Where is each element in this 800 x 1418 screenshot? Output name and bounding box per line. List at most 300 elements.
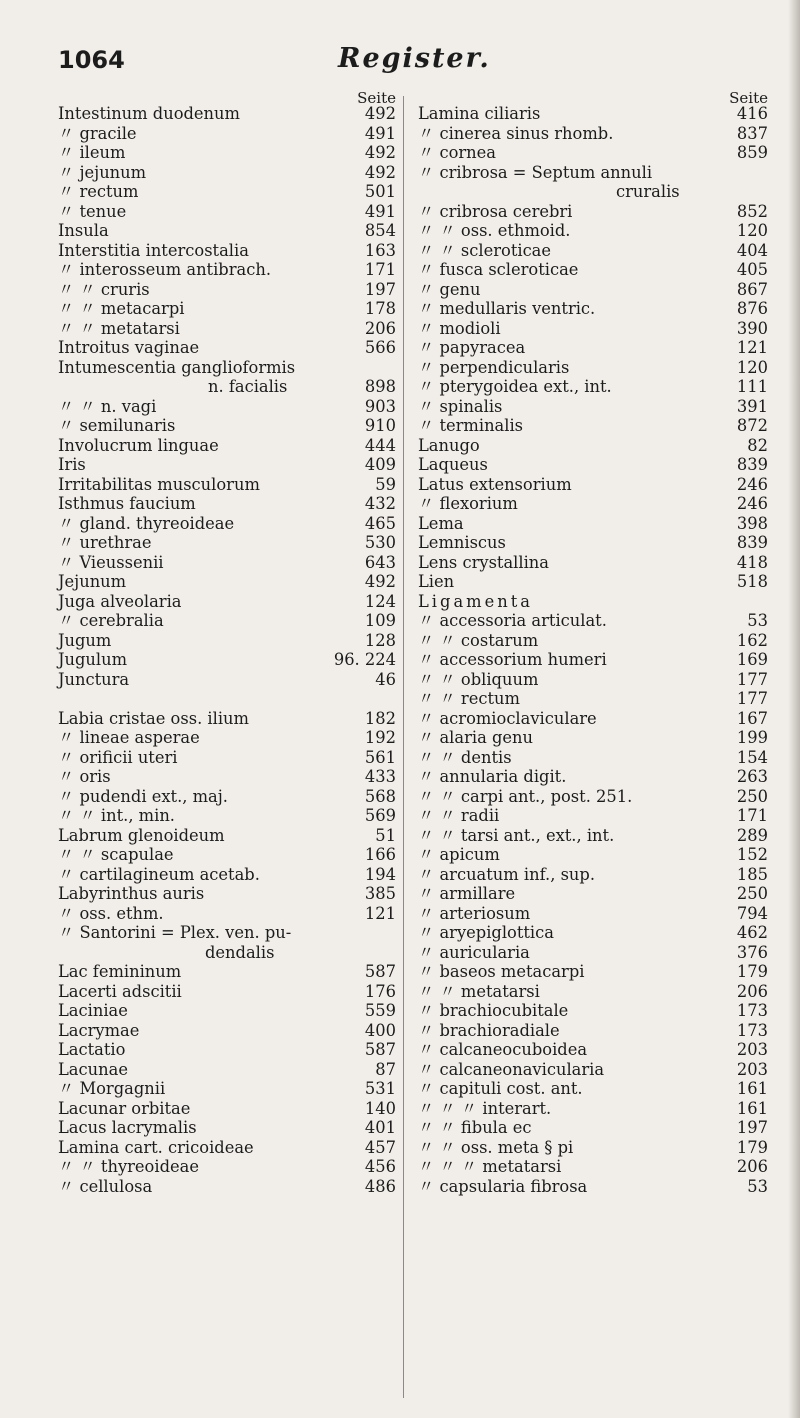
entry-page-number: 194: [364, 864, 396, 884]
entry-page-number: 398: [736, 513, 768, 533]
entry-page-number: 161: [736, 1079, 768, 1098]
index-entry: [58, 338, 396, 358]
index-entry: [418, 962, 768, 982]
entry-page-number: 121: [736, 338, 768, 357]
index-entry: [58, 1060, 396, 1080]
entry-term: 〃 〃 cruris: [58, 279, 150, 299]
left-column-heading: [58, 86, 396, 107]
page-number: 1064: [58, 46, 125, 74]
entry-term: 〃 oris: [58, 767, 111, 786]
entry-term: 〃 cribrosa = Septum annuli: [418, 162, 653, 182]
entry-page-number: 173: [736, 1020, 768, 1040]
index-entry: [418, 592, 768, 612]
index-entry: [58, 1021, 396, 1041]
entry-term: Jejunum: [58, 572, 127, 591]
entry-term: 〃 〃 radii: [418, 806, 500, 825]
entry-page-number: 400: [364, 1020, 396, 1040]
entry-page-number: 199: [736, 728, 768, 747]
entry-term: 〃 pterygoidea ext., int.: [418, 377, 612, 396]
index-entry: [58, 631, 396, 651]
index-entry: [418, 436, 768, 456]
index-entry: [418, 514, 768, 534]
index-entry: [418, 553, 768, 573]
entry-term: 〃 〃 scleroticae: [418, 240, 552, 260]
entry-term: Lema: [418, 513, 464, 533]
entry-page-number: 910: [364, 416, 396, 435]
entry-term: 〃 〃 scapulae: [58, 845, 174, 864]
right-index-column: [418, 86, 768, 1196]
entry-term: 〃 modioli: [418, 318, 501, 338]
entry-term: 〃 aryepiglottica: [418, 923, 554, 942]
entry-term: Lacunar orbitae: [58, 1098, 191, 1118]
index-entry: [418, 982, 768, 1002]
entry-page-number: 166: [364, 845, 396, 864]
entry-term: Iris: [58, 455, 86, 474]
page-title: Register.: [338, 43, 491, 74]
entry-page-number: 444: [364, 435, 396, 455]
entry-page-number: 416: [736, 104, 768, 123]
index-entry: [58, 826, 396, 846]
entry-page-number: 169: [736, 650, 768, 669]
entry-page-number: 177: [736, 669, 768, 689]
index-entry: [58, 260, 396, 280]
entry-term: 〃 〃 rectum: [418, 689, 520, 708]
entry-term: 〃 genu: [418, 279, 481, 299]
entry-page-number: 176: [364, 981, 396, 1001]
entry-page-number: 903: [364, 396, 396, 416]
entry-page-number: 390: [736, 318, 768, 338]
index-entry: [58, 494, 396, 514]
entry-term: 〃 capsularia fibrosa: [418, 1176, 588, 1196]
entry-term: 〃 gland. thyreoideae: [58, 513, 235, 533]
entry-term: 〃 calcaneocuboidea: [418, 1040, 588, 1059]
entry-term: 〃 spinalis: [418, 396, 503, 416]
index-entry: [58, 767, 396, 787]
entry-page-number: 246: [736, 494, 768, 513]
entry-page-number: 433: [364, 767, 396, 786]
entry-term: 〃 Morgagnii: [58, 1079, 166, 1098]
index-entry: [58, 553, 396, 573]
entry-term: Labia cristae oss. ilium: [58, 708, 249, 728]
index-entry: [58, 163, 396, 183]
entry-term: Lanugo: [418, 435, 480, 455]
entry-page-number: 171: [736, 806, 768, 825]
entry-page-number: 409: [364, 455, 396, 474]
index-entry: [58, 1079, 396, 1099]
entry-term: Intestinum duodenum: [58, 104, 240, 123]
entry-page-number: 263: [736, 767, 768, 786]
entry-page-number: 152: [736, 845, 768, 864]
entry-page-number: 376: [736, 942, 768, 962]
entry-term: Introitus vaginae: [58, 338, 200, 357]
index-entry: [58, 377, 396, 397]
entry-term: 〃 〃 dentis: [418, 747, 512, 767]
entry-term: 〃 〃 int., min.: [58, 806, 175, 825]
entry-page-number: 128: [364, 630, 396, 650]
entry-term: 〃 fusca scleroticae: [418, 260, 579, 279]
entry-term: 〃 semilunaris: [58, 416, 176, 435]
entry-term: 〃 cartilagineum acetab.: [58, 864, 260, 884]
entry-term: Ligamenta: [418, 591, 533, 611]
entry-page-number: 140: [364, 1098, 396, 1118]
entry-term: Involucrum linguae: [58, 435, 219, 455]
index-entry: [418, 338, 768, 358]
index-entry: [418, 221, 768, 241]
index-entry: [58, 416, 396, 436]
index-entry: [418, 163, 768, 183]
entry-page-number: 462: [736, 923, 768, 942]
entry-page-number: 587: [364, 1040, 396, 1059]
index-entry: [418, 806, 768, 826]
index-entry: [58, 104, 396, 124]
index-entry: [58, 1138, 396, 1158]
entry-term: 〃 alaria genu: [418, 728, 533, 747]
entry-page-number: 197: [736, 1118, 768, 1137]
entry-page-number: 492: [364, 104, 396, 123]
page-edge-shadow: [788, 0, 800, 1418]
index-entry: [58, 143, 396, 163]
index-entry: [418, 1138, 768, 1158]
entry-term: 〃 baseos metacarpi: [418, 962, 585, 981]
entry-term: Lac femininum: [58, 962, 182, 981]
index-entry: [58, 650, 396, 670]
entry-term: 〃 Vieussenii: [58, 552, 164, 572]
entry-term: Lactatio: [58, 1040, 126, 1059]
index-entry: [58, 806, 396, 826]
entry-page-number: 167: [736, 708, 768, 728]
entry-page-number: 559: [364, 1001, 396, 1020]
index-entry: [418, 904, 768, 924]
entry-term: Lien: [418, 572, 455, 591]
entry-term: 〃 arcuatum inf., sup.: [418, 864, 596, 884]
entry-term: 〃 pudendi ext., maj.: [58, 786, 228, 806]
index-entry: [418, 748, 768, 768]
entry-term: 〃 auricularia: [418, 942, 530, 962]
entry-page-number: 492: [364, 143, 396, 162]
entry-page-number: 492: [364, 572, 396, 591]
entry-term: 〃 cinerea sinus rhomb.: [418, 123, 614, 143]
index-entry: [418, 299, 768, 319]
entry-page-number: 401: [364, 1118, 396, 1137]
entry-term: 〃 jejunum: [58, 162, 147, 182]
column-divider: [403, 96, 404, 1398]
index-entry: [418, 884, 768, 904]
index-entry: [418, 494, 768, 514]
index-entry: [58, 845, 396, 865]
entry-page-number: 109: [364, 611, 396, 630]
entry-term: Juga alveolaria: [58, 591, 182, 611]
index-entry: [418, 1079, 768, 1099]
index-entry: [418, 709, 768, 729]
entry-page-number: 173: [736, 1001, 768, 1020]
entry-page-number: 203: [736, 1040, 768, 1059]
index-entry: [418, 1060, 768, 1080]
entry-term: Lacunae: [58, 1059, 128, 1079]
entry-page-number: 206: [736, 981, 768, 1001]
index-entry: [418, 943, 768, 963]
entry-page-number: 491: [364, 123, 396, 143]
index-entry: [418, 104, 768, 124]
index-entry: [418, 865, 768, 885]
index-entry: [58, 397, 396, 417]
entry-page-number: 561: [364, 747, 396, 767]
entry-term: Laciniae: [58, 1001, 128, 1020]
entry-term: 〃 〃 tarsi ant., ext., int.: [418, 825, 615, 845]
entry-page-number: 457: [364, 1137, 396, 1157]
entry-page-number: 568: [364, 786, 396, 806]
index-entry: [58, 611, 396, 631]
entry-term: 〃 〃 metacarpi: [58, 299, 185, 318]
entry-page-number: 432: [364, 494, 396, 513]
entry-page-number: 51: [375, 825, 396, 845]
entry-term: 〃 papyracea: [418, 338, 526, 357]
index-entry: [418, 533, 768, 553]
index-entry: [58, 689, 396, 709]
entry-term: 〃 lineae asperae: [58, 728, 200, 747]
entry-page-number: 53: [747, 1176, 768, 1196]
index-entry: [58, 1157, 396, 1177]
index-entry: [58, 299, 396, 319]
index-entry: [418, 767, 768, 787]
entry-page-number: 206: [736, 1157, 768, 1176]
index-entry: [58, 533, 396, 553]
entry-page-number: 250: [736, 884, 768, 903]
entry-page-number: 185: [736, 864, 768, 884]
index-entry: [58, 884, 396, 904]
entry-page-number: 839: [736, 455, 768, 474]
entry-page-number: 120: [736, 357, 768, 377]
index-entry: [418, 631, 768, 651]
entry-term: Lacerti adscitii: [58, 981, 182, 1001]
index-entry: [418, 826, 768, 846]
entry-term: Junctura: [58, 669, 130, 689]
entry-page-number: 876: [736, 299, 768, 318]
entry-page-number: 501: [364, 182, 396, 201]
entry-page-number: 46: [375, 669, 396, 689]
entry-page-number: 859: [736, 143, 768, 162]
index-entry: [418, 319, 768, 339]
index-entry: [58, 962, 396, 982]
entry-page-number: 163: [364, 240, 396, 260]
entry-term: Labyrinthus auris: [58, 884, 205, 903]
entry-page-number: 171: [364, 260, 396, 279]
entry-term: 〃 calcaneonavicularia: [418, 1059, 605, 1079]
index-entry: [58, 1177, 396, 1197]
entry-page-number: 839: [736, 533, 768, 552]
entry-page-number: 87: [375, 1059, 396, 1079]
entry-term: cruralis: [616, 182, 680, 201]
entry-page-number: 250: [736, 786, 768, 806]
entry-term: 〃 acromioclaviculare: [418, 708, 597, 728]
entry-page-number: 182: [364, 708, 396, 728]
index-entry: [418, 1177, 768, 1197]
entry-term: Intumescentia ganglioformis: [58, 357, 296, 377]
entry-term: 〃 〃 oss. meta § pi: [418, 1137, 574, 1157]
index-entry: [418, 1099, 768, 1119]
entry-term: 〃 〃 costarum: [418, 630, 539, 650]
entry-page-number: 385: [364, 884, 396, 903]
entry-page-number: 418: [736, 552, 768, 572]
entry-term: 〃 rectum: [58, 182, 139, 201]
index-entry: [58, 1099, 396, 1119]
entry-page-number: 391: [736, 396, 768, 416]
entry-page-number: 872: [736, 416, 768, 435]
index-entry: [418, 670, 768, 690]
entry-term: 〃 〃 n. vagi: [58, 396, 157, 416]
index-entry: [418, 202, 768, 222]
entry-term: 〃 flexorium: [418, 494, 518, 513]
index-entry: [418, 689, 768, 709]
entry-page-number: 179: [736, 962, 768, 981]
entry-page-number: 852: [736, 201, 768, 221]
entry-page-number: 587: [364, 962, 396, 981]
index-entry: [58, 592, 396, 612]
seite-label: Seite: [729, 89, 768, 107]
entry-page-number: 192: [364, 728, 396, 747]
entry-page-number: 518: [736, 572, 768, 591]
index-entry: [58, 455, 396, 475]
entry-term: 〃 cribrosa cerebri: [418, 201, 573, 221]
entry-page-number: 530: [364, 533, 396, 552]
entry-page-number: 867: [736, 279, 768, 299]
entry-term: Lacus lacrymalis: [58, 1118, 197, 1137]
entry-term: Latus extensorium: [418, 474, 572, 494]
entry-term: Irritabilitas musculorum: [58, 474, 260, 494]
entry-page-number: 289: [736, 825, 768, 845]
entry-term: 〃 perpendicularis: [418, 357, 570, 377]
index-entry: [418, 182, 768, 202]
entry-term: 〃 accessoria articulat.: [418, 611, 607, 630]
entry-term: dendalis: [205, 942, 275, 962]
seite-label: Seite: [357, 89, 396, 107]
entry-term: 〃 〃 fibula ec: [418, 1118, 532, 1137]
entry-page-number: 405: [736, 260, 768, 279]
entry-term: Lacrymae: [58, 1020, 140, 1040]
entry-page-number: 404: [736, 240, 768, 260]
index-entry: [418, 475, 768, 495]
entry-page-number: 854: [364, 221, 396, 240]
index-entry: [58, 280, 396, 300]
entry-term: 〃 〃 thyreoideae: [58, 1157, 199, 1176]
index-entry: [418, 1021, 768, 1041]
entry-page-number: 197: [364, 279, 396, 299]
entry-page-number: 161: [736, 1098, 768, 1118]
index-entry: [418, 397, 768, 417]
index-entry: [58, 904, 396, 924]
entry-page-number: 566: [364, 338, 396, 357]
index-entry: [418, 845, 768, 865]
entry-term: 〃 gracile: [58, 123, 137, 143]
index-entry: [58, 670, 396, 690]
index-entry: [58, 572, 396, 592]
entry-page-number: 531: [364, 1079, 396, 1098]
entry-term: 〃 〃 oss. ethmoid.: [418, 221, 571, 240]
index-entry: [418, 280, 768, 300]
entry-term: 〃 〃 metatarsi: [418, 981, 540, 1001]
entry-term: Isthmus faucium: [58, 494, 196, 513]
index-entry: [58, 241, 396, 261]
entry-page-number: 246: [736, 474, 768, 494]
entry-term: 〃 tenue: [58, 201, 127, 221]
entry-page-number: 491: [364, 201, 396, 221]
entry-page-number: 643: [364, 552, 396, 572]
index-entry: [58, 787, 396, 807]
entry-term: Lamina cart. cricoideae: [58, 1137, 254, 1157]
entry-page-number: 492: [364, 162, 396, 182]
index-entry: [418, 260, 768, 280]
entry-term: 〃 orificii uteri: [58, 747, 178, 767]
index-entry: [58, 436, 396, 456]
entry-page-number: 120: [736, 221, 768, 240]
entry-term: n. facialis: [208, 377, 288, 396]
entry-term: 〃 〃 〃 metatarsi: [418, 1157, 562, 1176]
index-entry: [58, 709, 396, 729]
index-entry: [418, 923, 768, 943]
index-entry: [418, 728, 768, 748]
entry-term: 〃 cornea: [418, 143, 496, 162]
entry-page-number: 162: [736, 630, 768, 650]
entry-term: Lemniscus: [418, 533, 506, 552]
index-entry: [58, 202, 396, 222]
entry-term: 〃 〃 carpi ant., post. 251.: [418, 786, 633, 806]
entry-term: 〃 〃 obliquum: [418, 669, 539, 689]
entry-page-number: 206: [364, 318, 396, 338]
entry-term: Lens crystallina: [418, 552, 549, 572]
entry-page-number: 179: [736, 1137, 768, 1157]
index-entry: [418, 572, 768, 592]
index-entry: [58, 221, 396, 241]
entry-term: Jugulum: [58, 650, 128, 669]
entry-term: 〃 brachiocubitale: [418, 1001, 569, 1020]
entry-page-number: 456: [364, 1157, 396, 1176]
entry-term: Labrum glenoideum: [58, 825, 225, 845]
entry-page-number: 178: [364, 299, 396, 318]
entry-page-number: 111: [736, 377, 768, 396]
entry-term: 〃 accessorium humeri: [418, 650, 607, 669]
entry-term: 〃 oss. ethm.: [58, 903, 164, 923]
entry-term: 〃 terminalis: [418, 416, 524, 435]
entry-term: Lamina ciliaris: [418, 104, 541, 123]
entry-page-number: 203: [736, 1059, 768, 1079]
index-entry: [418, 1040, 768, 1060]
entry-term: Jugum: [58, 630, 112, 650]
left-index-column: [58, 86, 396, 1196]
index-entry: [418, 241, 768, 261]
entry-page-number: 82: [747, 435, 768, 455]
entry-page-number: 96. 224: [333, 650, 396, 669]
entry-term: 〃 〃 〃 interart.: [418, 1098, 552, 1118]
index-entry: [58, 943, 396, 963]
entry-term: 〃 capituli cost. ant.: [418, 1079, 583, 1098]
index-entry: [418, 1157, 768, 1177]
index-entry: [418, 124, 768, 144]
entry-term: Laqueus: [418, 455, 488, 474]
entry-page-number: 154: [736, 747, 768, 767]
entry-page-number: 124: [364, 591, 396, 611]
entry-page-number: 53: [747, 611, 768, 630]
entry-term: 〃 cerebralia: [58, 611, 164, 630]
index-entry: [418, 455, 768, 475]
index-entry: [418, 358, 768, 378]
entry-page-number: 486: [364, 1176, 396, 1196]
index-entry: [418, 787, 768, 807]
entry-page-number: 465: [364, 513, 396, 533]
index-entry: [58, 1118, 396, 1138]
index-entry: [418, 1118, 768, 1138]
index-entry: [58, 124, 396, 144]
index-entry: [58, 182, 396, 202]
index-entry: [58, 728, 396, 748]
